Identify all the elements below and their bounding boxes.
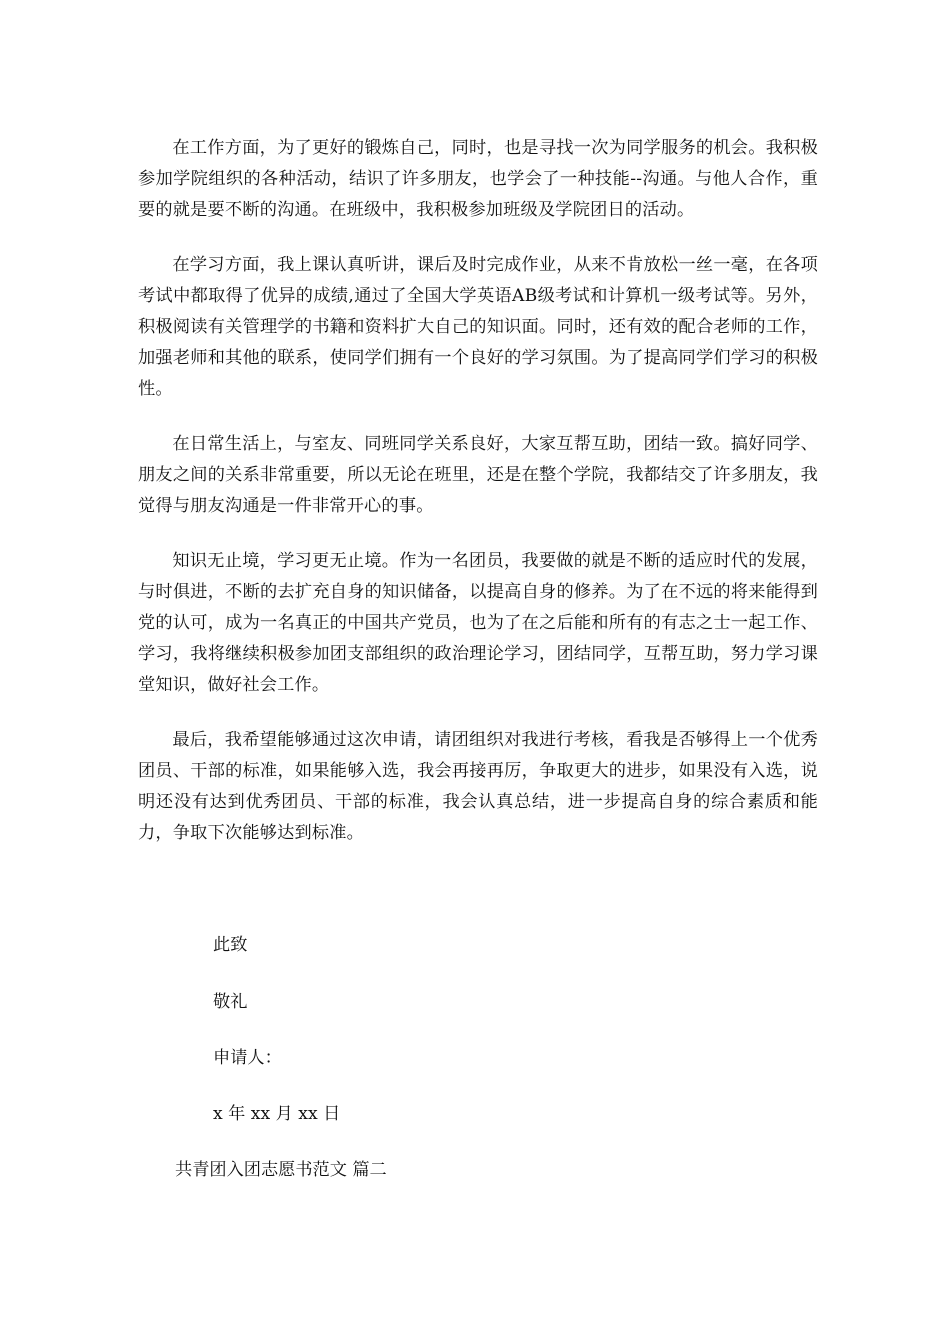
paragraph-knowledge: 知识无止境，学习更无止境。作为一名团员，我要做的就是不断的适应时代的发展，与时俱进，不断的去扩充自身的知识储备，以提高自身的修养。为了在不远的将来能得到党的认可，成为一名真正的中国共产党员，也为了在之后能和所有的有志之士一起工作、学习，我将继续积极参加团支部组织的政治理论学习，团结同学，互帮互助，努力学习课堂知识，做好社会工作。	[138, 551, 818, 695]
paragraph-work: 在工作方面，为了更好的锻炼自己，同时，也是寻找一次为同学服务的机会。我积极参加学院组织的各种活动，结识了许多朋友，也学会了一种技能--沟通。与他人合作，重要的就是要不断的沟通。在班级中，我积极参加班级及学院团日的活动。	[138, 138, 818, 220]
next-section-title: 共青团入团志愿书范文 篇二	[175, 1160, 387, 1180]
letter-body	[138, 133, 818, 873]
salutation-cizhi: 此致	[213, 935, 248, 955]
date-line: x 年 xx 月 xx 日	[213, 1104, 341, 1124]
salutation-jingli: 敬礼	[213, 992, 248, 1012]
paragraph-study: 在学习方面，我上课认真听讲，课后及时完成作业，从来不肯放松一丝一毫，在各项考试中都取得了优异的成绩,通过了全国大学英语AB级考试和计算机一级考试等。另外，积极阅读有关管理学的书籍和资料扩大自己的知识面。同时，还有效的配合老师的工作，加强老师和其他的联系，使同学们拥有一个良好的学习氛围。为了提高同学们学习的积极性。	[138, 255, 818, 399]
applicant-label: 申请人：	[213, 1048, 282, 1068]
paragraph-conclusion: 最后，我希望能够通过这次申请，请团组织对我进行考核，看我是否够得上一个优秀团员、干部的标准，如果能够入选，我会再接再厉，争取更大的进步，如果没有入选，说明还没有达到优秀团员、干部的标准，我会认真总结，进一步提高自身的综合素质和能力，争取下次能够达到标准。	[138, 730, 818, 843]
paragraph-daily-life: 在日常生活上，与室友、同班同学关系良好，大家互帮互助，团结一致。搞好同学、朋友之间的关系非常重要，所以无论在班里，还是在整个学院，我都结交了许多朋友，我觉得与朋友沟通是一件非常开心的事。	[138, 434, 818, 516]
